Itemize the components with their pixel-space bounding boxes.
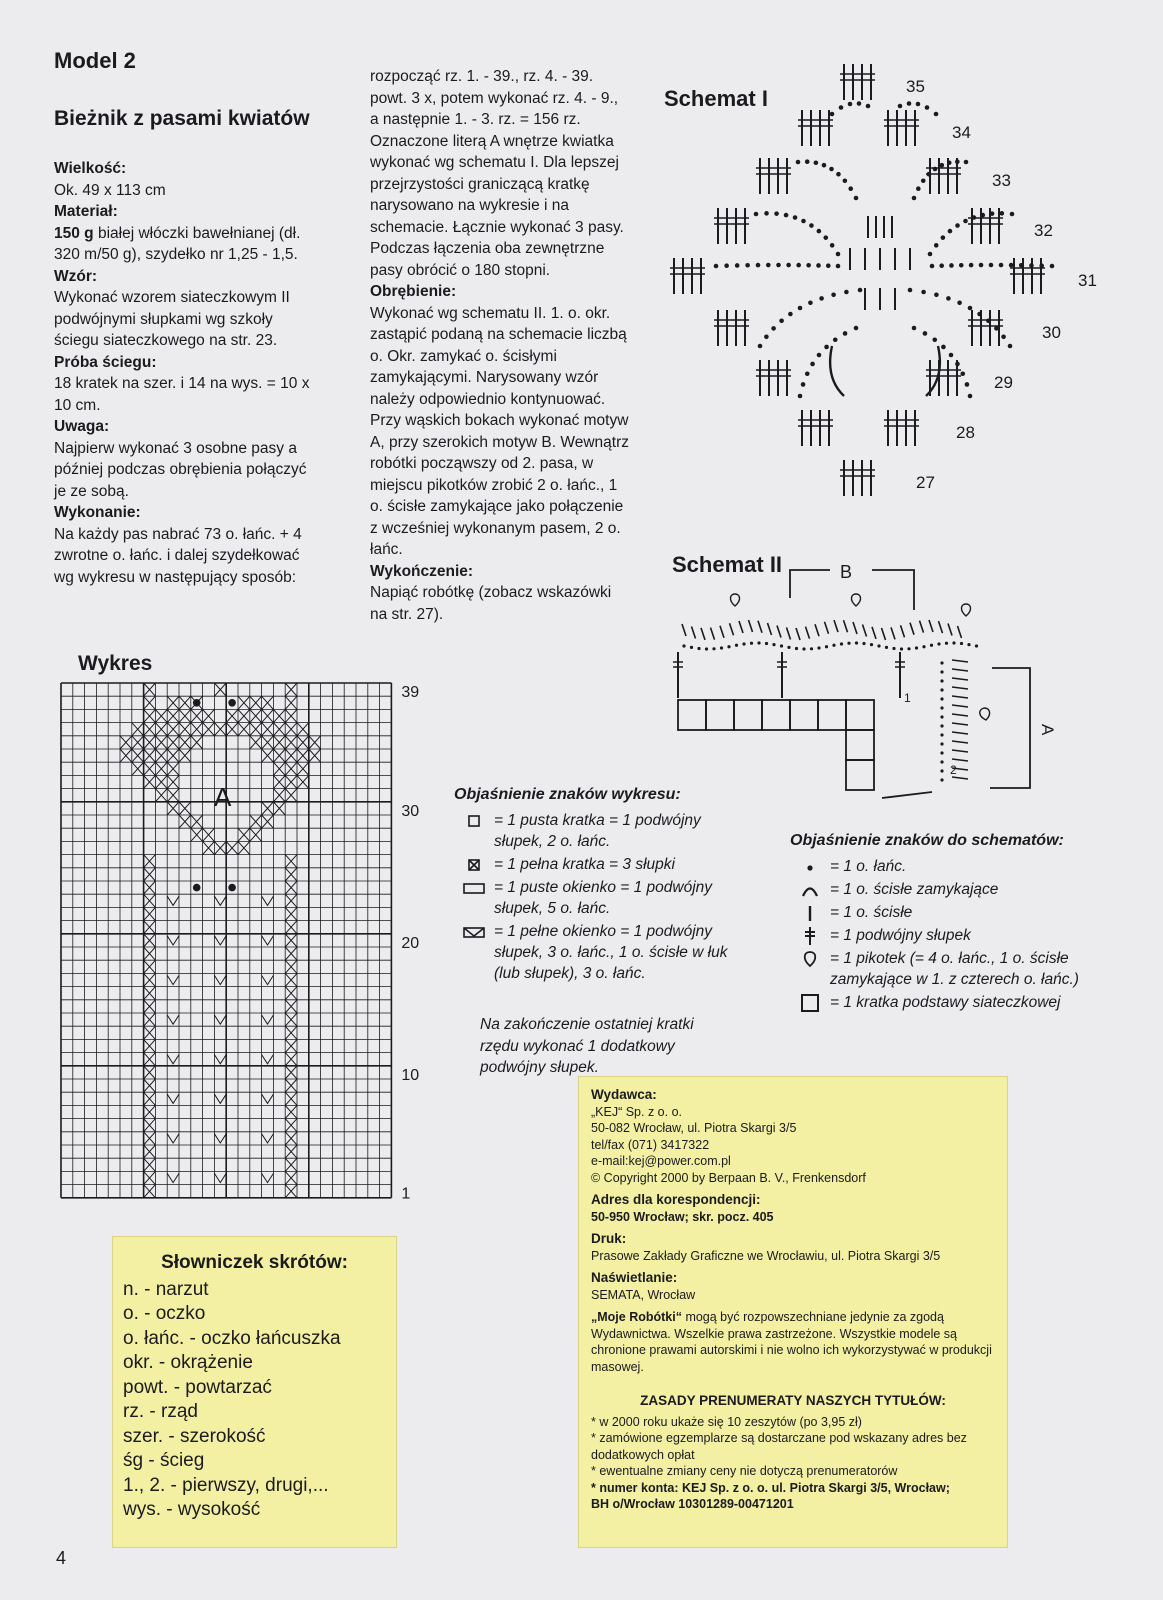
col1-block-text: Na każdy pas nabrać 73 o. łańc. + 4 zwrotne o. łańc. i dalej szydełkować wg wykresu w następujący sposób: [54,525,302,586]
schemat-2-label-a: A [1038,724,1057,736]
double-crochet-group [840,64,875,100]
double-crochet-group [756,158,791,194]
crossed-cell [309,749,321,762]
row-number: 1 [401,1185,411,1203]
wydawca-line: „KEJ“ Sp. z o. o. [591,1104,683,1119]
crossed-cell [285,1171,297,1184]
crossed-cell [144,736,156,749]
crossed-cell [155,775,167,788]
crossed-cell [155,762,167,775]
crossed-cell [167,749,179,762]
crossed-cell [144,855,156,868]
crossed-cell [285,907,297,920]
col1-block-text: Najpierw wykonać 3 osobne pasy a później podczas obrębienia połączyć je ze sobą. [54,439,307,500]
crossed-cell [285,855,297,868]
slowniczek-item: 1., 2. - pierwszy, drugi,... [123,1474,329,1496]
druk-label: Druk: [591,1231,627,1246]
col2-block-text: Wykonać wg schematu II. 1. o. okr. zastąpić podaną na schemacie liczbą o. Okr. zamykać o. ścisłymi zamykającymi. Narysowany wzór należy odpowiednio kontynuować. Przy wąskich bokach wykonać motyw A, przy szerokich motyw B. Wewnątrz robótki począwszy od 2. pasa, w miejscu pikotków zrobić 2 o. łańc., 1 o. ścisłe zamykające jako połączenie z wcześniej wykonanym pasem, 2 o. łańc. [370,304,629,558]
crossed-cell [179,736,191,749]
wydawca-line: 50-082 Wrocław, ul. Piotra Skargi 3/5 [591,1121,797,1135]
schemat-1-row-number: 35 [906,77,925,96]
schemat-2-number: 2 [950,763,957,777]
schemat-1-row-number: 34 [952,123,971,142]
slowniczek-box [112,1236,397,1548]
crossed-cell [144,1185,156,1198]
crossed-cell [191,709,203,722]
crossed-cell [144,1132,156,1145]
crossed-cell [144,775,156,788]
crossed-cell [144,1158,156,1171]
legend-item-text: = 1 podwójny słupek [830,927,971,944]
crossed-cell [167,709,179,722]
schemat-2-label-b: B [840,562,853,582]
wykres-center-label: A [213,781,232,812]
legend-item-text: = 1 o. ścisłe [830,904,913,921]
crossed-cell [155,749,167,762]
dot-mark [193,699,201,707]
row-number: 30 [401,802,420,820]
dot-mark [228,884,236,892]
zasady-item: * w 2000 roku ukaże się 10 zeszytów (po 3,95 zł) [591,1414,862,1429]
crossed-cell [203,828,215,841]
crossed-cell [132,762,144,775]
crossed-cell [144,723,156,736]
konto-line-2: BH o/Wrocław 10301289-00471201 [591,1497,794,1511]
schemat-1-row-number: 32 [1034,221,1053,240]
crossed-cell [214,683,226,696]
crossed-cell [250,696,262,709]
crossed-cell [285,1039,297,1052]
full-window-icon [462,923,486,941]
legend-item [790,925,1090,946]
wykres-chart [58,680,448,1225]
crossed-cell [285,1105,297,1118]
col1-block-label: Wielkość: [54,160,127,177]
crossed-cell [273,736,285,749]
schemat-1-row-number: 31 [1078,271,1097,290]
crossed-cell [273,789,285,802]
crossed-cell [262,696,274,709]
konto-line-1: * numer konta: KEJ Sp. z o. o. ul. Piotra Skargi 3/5, Wrocław; [591,1480,950,1495]
crossed-cell [144,1079,156,1092]
crossed-cell [285,749,297,762]
crossed-cell [285,1066,297,1079]
arc-icon [798,881,822,899]
crossed-cell [285,683,297,696]
crossed-cell [285,1079,297,1092]
crossed-cell [250,723,262,736]
col1-block-text: 18 kratek na szer. i 14 na wys. = 10 x 10 cm. [54,375,310,414]
col2-block-text: Napiąć robótkę (zobacz wskazówki na str. 27). [370,584,612,623]
crossed-cell [238,828,250,841]
legend-item-text: = 1 o. ścisłe zamykające [830,881,999,898]
double-crochet-group [798,110,833,146]
crossed-cell [262,802,274,815]
legend-chart-title: Objaśnienie znaków wykresu: [454,786,681,803]
crossed-cell [238,841,250,854]
double-crochet-group [840,460,875,496]
double-crochet-group [968,208,1003,244]
slowniczek-item: n. - narzut [123,1278,209,1300]
legend-item-text: = 1 pełna kratka = 3 słupki [494,856,675,873]
slowniczek-item: powt. - powtarzać [123,1376,272,1398]
crossed-cell [262,709,274,722]
crossed-cell [250,828,262,841]
crossed-cell [167,696,179,709]
crossed-cell [144,934,156,947]
double-crochet-group [714,208,749,244]
schemat-2-title: Schemat II [672,552,783,577]
legend-chart [454,786,754,986]
crossed-cell [120,749,132,762]
slowniczek-item: wys. - wysokość [123,1499,261,1520]
adres-text: 50-950 Wrocław; skr. pocz. 405 [591,1209,774,1224]
instructions-column-1 [54,158,312,588]
crossed-cell [285,789,297,802]
crossed-cell [155,789,167,802]
slowniczek-item: śg - ścieg [123,1450,205,1471]
crossed-cell [167,802,179,815]
schemat-2-diagram [660,560,1060,820]
schemat-1-row-number: 33 [992,171,1011,190]
crossed-cell [285,1092,297,1105]
crossed-cell [297,736,309,749]
col1-block-label: Wzór: [54,267,98,285]
page-title: Bieżnik z pasami kwiatów [54,107,310,130]
crossed-cell [144,696,156,709]
crossed-cell [250,815,262,828]
col1-block-label: Próba ściegu: [54,353,157,371]
crossed-cell [285,960,297,973]
legend-item-text: = 1 pikotek (= 4 o. łańc., 1 o. ścisłe zamykające w 1. z czterech o. łańc.) [830,950,1079,988]
crossed-square-icon [462,856,486,874]
crossed-cell [144,987,156,1000]
slowniczek-title: Słowniczek skrótów: [161,1252,348,1273]
legend-item [454,921,754,984]
crossed-cell [144,762,156,775]
crossed-cell [285,1013,297,1026]
crossed-cell [309,736,321,749]
crossed-cell [273,762,285,775]
crossed-cell [144,749,156,762]
crossed-cell [226,841,238,854]
crossed-cell [238,696,250,709]
crossed-cell [144,973,156,986]
col1-block-text: Ok. 49 x 113 cm [54,181,166,199]
crossed-cell [262,815,274,828]
crossed-cell [144,947,156,960]
crossed-cell [262,736,274,749]
slowniczek-item: szer. - szerokość [123,1425,266,1447]
crossed-cell [250,709,262,722]
crossed-cell [191,736,203,749]
col1-block-label: Uwaga: [54,418,110,435]
crossed-cell [144,1013,156,1026]
col1-block-label: Wykonanie: [54,504,141,521]
row-number: 39 [401,684,420,701]
schemat-1-row-number: 28 [956,423,975,442]
legend-item-text: = 1 o. łańc. [830,858,907,875]
wydawca-line: tel/fax (071) 3417322 [591,1137,710,1152]
crossed-cell [144,1000,156,1013]
crossed-cell [285,1158,297,1171]
wykres-title: Wykres [78,652,153,675]
crossed-cell [285,1119,297,1132]
crossed-cell [203,709,215,722]
empty-square-icon [462,812,486,830]
crossed-cell [214,723,226,736]
crossed-cell [167,789,179,802]
schemat-1-row-number: 27 [916,473,935,492]
crossed-cell [285,973,297,986]
crossed-cell [203,841,215,854]
crossed-cell [285,709,297,722]
crossed-cell [285,987,297,1000]
crossed-cell [191,815,203,828]
legend-item [790,902,1090,923]
zasady-item: * ewentualne zmiany ceny nie dotyczą prenumeratorów [591,1464,898,1478]
crossed-cell [144,868,156,881]
crossed-cell [214,841,226,854]
schemat-1-title: Schemat I [664,86,768,111]
legend-item [790,856,1090,877]
double-crochet-group [926,158,961,194]
zasady-item: * zamówione egzemplarze są dostarczane pod wskazany adres bez dodatkowych opłat [591,1431,967,1462]
double-crochet-group [756,360,791,396]
crossed-cell [238,709,250,722]
slowniczek-item: okr. - okrążenie [123,1352,253,1373]
crossed-cell [226,723,238,736]
col1-block-label: Materiał: [54,203,118,220]
legend-item [790,992,1090,1013]
double-crochet-group [670,258,705,294]
col1-block-text: Wykonać wzorem siateczkowym II podwójnymi słupkami wg szkoły ściegu siateczkowego na str. 23. [54,289,290,349]
crossed-cell [285,762,297,775]
crossed-cell [191,723,203,736]
crossed-cell [179,709,191,722]
crossed-cell [285,1053,297,1066]
double-crochet-group [884,410,919,446]
crossed-cell [285,868,297,881]
crossed-cell [144,1039,156,1052]
crossed-cell [179,696,191,709]
page-number: 4 [56,1548,67,1568]
schemat-1-row-number: 30 [1042,323,1061,342]
legend-item-text: = 1 kratka podstawy siateczkowej [830,994,1061,1011]
col2-block-text: rozpocząć rz. 1. - 39., rz. 4. - 39. powt. 3 x, potem wykonać rz. 4. - 9., a następnie 1. - 3. rz. = 156 rz. Oznaczone literą A wnętrze kwiatka wykonać wg schematu I. Dla lepszej przejrzystości graniczącą kratkę narysowano na wykresie i na schemacie. Łącznie wykonać 3 pasy. Podczas łączenia oba zewnętrzne pasy obrócić o 180 stopni. [370,68,624,279]
crossed-cell [144,1145,156,1158]
legend-item [790,948,1090,990]
crossed-cell [144,1119,156,1132]
crossed-cell [132,749,144,762]
druk-text: Prasowe Zakłady Graficzne we Wrocławiu, ul. Piotra Skargi 3/5 [591,1248,941,1263]
crossed-cell [167,762,179,775]
square-icon [798,994,822,1012]
legend-schema-title: Objaśnienie znaków do schematów: [790,832,1064,849]
crossed-cell [285,1132,297,1145]
slowniczek-item: o. łańc. - oczko łańcuszka [123,1327,341,1349]
crossed-cell [144,1053,156,1066]
wydawca-line: e-mail:kej@power.com.pl [591,1154,731,1168]
crossed-cell [285,1000,297,1013]
crossed-cell [179,749,191,762]
naswietlanie-text: SEMATA, Wrocław [591,1287,696,1302]
model-heading: Model 2 [54,48,136,73]
crossed-cell [144,894,156,907]
slowniczek-item: rz. - rząd [123,1401,198,1422]
crossed-cell [155,709,167,722]
crossed-cell [132,723,144,736]
crossed-cell [132,736,144,749]
crossed-cell [167,723,179,736]
crossed-cell [144,709,156,722]
col2-block-label: Wykończenie: [370,562,474,580]
wydawca-line: © Copyright 2000 by Berpaan B. V., Frenkensdorf [591,1170,866,1185]
crossed-cell [285,723,297,736]
legend-item [454,810,754,852]
crossed-cell [273,749,285,762]
double-crochet-group [714,310,749,346]
crossed-cell [262,723,274,736]
crossed-cell [167,775,179,788]
row-number: 10 [401,1066,420,1084]
adres-label: Adres dla korespondencji: [591,1192,761,1207]
crossed-cell [144,921,156,934]
double-crochet-group [1010,258,1045,294]
crossed-cell [273,709,285,722]
slowniczek-item: o. - oczko [123,1303,206,1324]
crossed-cell [285,921,297,934]
legend-item [790,879,1090,900]
crossed-cell [285,736,297,749]
crossed-cell [285,1185,297,1198]
crossed-cell [273,723,285,736]
dot-mark [193,884,201,892]
crossed-cell [144,907,156,920]
schemat-2-number: 1 [904,691,911,705]
crossed-cell [285,696,297,709]
crossed-cell [203,723,215,736]
crossed-cell [144,960,156,973]
crossed-cell [262,749,274,762]
bar-icon [798,904,822,922]
legend-item [454,877,754,919]
row-number: 20 [401,934,420,952]
crossed-cell [285,894,297,907]
double-crochet-group [884,110,919,146]
legend-item-text: = 1 puste okienko = 1 podwójny słupek, 5 o. łańc. [494,879,713,917]
double-crochet-group [798,410,833,446]
crossed-cell [285,1026,297,1039]
crossed-cell [155,723,167,736]
instructions-column-2 [370,66,630,625]
schemat-1-row-number: 29 [994,373,1013,392]
col2-block-label: Obrębienie: [370,283,457,300]
crossed-cell [273,775,285,788]
crossed-cell [179,815,191,828]
crossed-cell [297,749,309,762]
dot-icon [798,858,822,876]
crossed-cell [144,1026,156,1039]
legend-item [454,854,754,875]
crossed-cell [285,1145,297,1158]
crossed-cell [226,709,238,722]
empty-window-icon [462,879,486,897]
legend-schema [790,832,1090,1015]
col1-block-text: 150 g białej włóczki bawełnianej (dł. 320 m/50 g), szydełko nr 1,25 - 1,5. [54,224,301,263]
dot-mark [228,699,236,707]
crossed-cell [273,802,285,815]
picot-icon [798,950,822,968]
crossed-cell [191,828,203,841]
crossed-cell [238,723,250,736]
crossed-cell [167,736,179,749]
rights-text: „Moje Robótki“ mogą być rozpowszechniane jedynie za zgodą Wydawnictwa. Wszelkie prawa zastrzeżone. Wszystkie modele są chronione prawami autorskimi i nie wolno ich wykorzystywać w produkcji masowej. [591,1310,992,1374]
crossed-cell [179,723,191,736]
crossed-cell [144,1171,156,1184]
crossed-cell [297,762,309,775]
crossed-cell [144,1105,156,1118]
crossed-cell [179,802,191,815]
zasady-title: ZASADY PRENUMERATY NASZYCH TYTUŁÓW: [640,1393,946,1408]
crossed-cell [120,736,132,749]
crossed-cell [285,947,297,960]
legend-chart-note: Na zakończenie ostatniej kratki rzędu wykonać 1 dodatkowy podwójny słupek. [480,1016,694,1076]
double-crochet-icon [798,927,822,945]
crossed-cell [144,683,156,696]
legend-item-text: = 1 pełne okienko = 1 podwójny słupek, 3 o. łańc., 1 o. ścisłe w łuk (lub słupek), 3 o. łańc. [494,923,728,982]
schemat-1-diagram [660,58,1130,528]
legend-item-text: = 1 pusta kratka = 1 podwójny słupek, 2 o. łańc. [494,812,701,850]
crossed-cell [285,881,297,894]
crossed-cell [144,1066,156,1079]
crossed-cell [285,934,297,947]
publisher-box [578,1076,1008,1548]
wydawca-label: Wydawca: [591,1087,657,1102]
crossed-cell [285,775,297,788]
crossed-cell [297,775,309,788]
crossed-cell [155,736,167,749]
crossed-cell [144,881,156,894]
crossed-cell [297,723,309,736]
crossed-cell [144,1092,156,1105]
crossed-cell [250,736,262,749]
naswietlanie-label: Naświetlanie: [591,1270,678,1285]
